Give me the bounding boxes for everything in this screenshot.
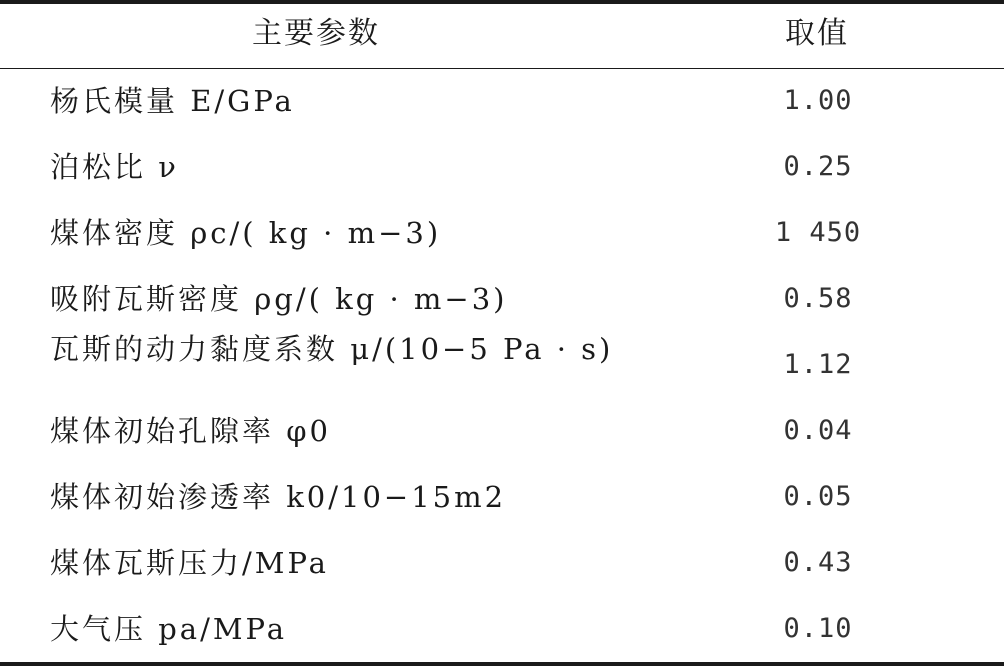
table-row (0, 134, 1004, 200)
param-name: 杨氏模量 E/GPa (50, 84, 295, 118)
param-name: 煤体密度 ρc/( kg · m−3) (50, 216, 442, 250)
header-value: 取值 (785, 16, 849, 51)
param-name: 瓦斯的动力黏度系数 μ/(10−5 Pa · s) (50, 332, 614, 366)
table-row (0, 266, 1004, 332)
table-row (0, 398, 1004, 464)
param-name: 煤体瓦斯压力/MPa (50, 546, 329, 580)
param-value: 0.10 (783, 613, 853, 644)
param-value: 0.58 (783, 283, 853, 314)
param-value: 0.04 (783, 415, 853, 446)
param-name: 吸附瓦斯密度 ρg/( kg · m−3) (50, 282, 508, 316)
param-name: 泊松比 ν (50, 150, 179, 184)
param-value: 1.00 (783, 85, 853, 116)
header-param: 主要参数 (252, 16, 380, 51)
table-top-rule (0, 0, 1004, 4)
param-name: 煤体初始孔隙率 φ0 (50, 414, 331, 448)
param-value: 1.12 (783, 349, 853, 380)
param-value: 1 450 (774, 217, 862, 248)
param-value: 0.25 (783, 151, 853, 182)
param-name: 大气压 pa/MPa (50, 612, 288, 646)
table-row (0, 530, 1004, 596)
table-row (0, 332, 1004, 398)
param-value: 0.05 (783, 481, 853, 512)
table-row (0, 596, 1004, 662)
table-bottom-rule (0, 662, 1004, 666)
table-row (0, 464, 1004, 530)
table-row (0, 68, 1004, 134)
param-name: 煤体初始渗透率 k0/10−15m2 (50, 480, 507, 514)
param-value: 0.43 (783, 547, 853, 578)
table-row (0, 200, 1004, 266)
